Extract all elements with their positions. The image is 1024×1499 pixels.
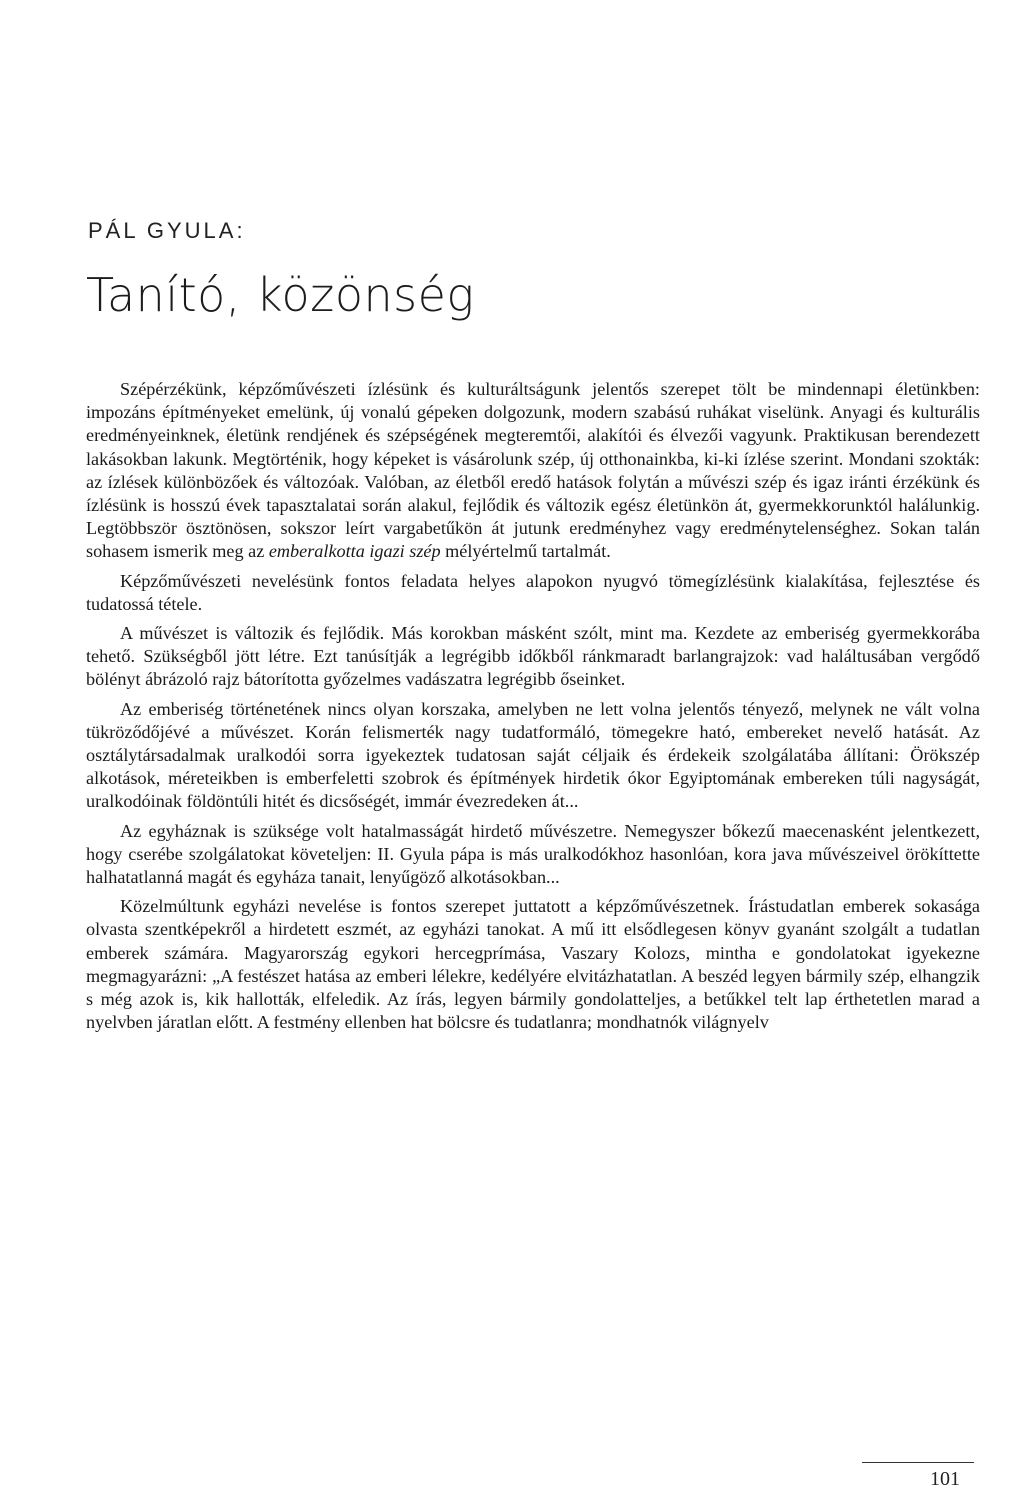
paragraph: A művészet is változik és fejlődik. Más korokban másként szólt, mint ma. Kezdete az emberiség gyermekkorába tehető. Szükségből jött létre. Ezt tanúsítják a legrégibb időkből ránkmaradt barlangrajzok: vad haláltusában vergődő bölényt ábrázoló rajz bátorította győzelmes vadászatra legrégibb őseinket. — [86, 623, 980, 690]
paragraph-text: mélyértelmű tartalmát. — [440, 541, 611, 562]
emphasized-phrase: emberalkotta igazi szép — [268, 541, 441, 562]
paragraph: Az emberiség történetének nincs olyan korszaka, amelyben ne lett volna jelentős tényező, melynek ne vált volna tükröződőjévé a művészet. Korán felismerték nagy tudatformáló, tömegekre ható, embereket nevelő hatását. Az osztálytársadalmak uralkodói sorra igyekeztek tudatosan saját céljaik és érdekeik szolgálatába állítani: Örökszép alkotások, méreteikben is emberfeletti szobrok és építmények hirdetik ókor Egyiptomának embereken túli nagyságát, uralkodóinak földöntúli hitét és dicsőségét, immár évezredeken át... — [86, 698, 980, 812]
paragraph: Képzőművészeti nevelésünk fontos feladata helyes alapokon nyugvó tömegízlésünk kialakítása, fejlesztése és tudatossá tétele. — [86, 570, 980, 614]
footer-rule — [862, 1462, 974, 1463]
article-body — [86, 378, 980, 1034]
paragraph — [86, 378, 980, 564]
page-number: 101 — [930, 1468, 960, 1490]
author-name: PÁL GYULA: — [88, 218, 246, 243]
paragraph-text: Szépérzékünk, képzőművészeti ízlésünk és kulturáltságunk jelentős szerepet tölt be mindennapi életünkben: impozáns építményeket emelünk, új vonalú gépeken dolgozunk, modern szabású ruhákat viselünk. Anyagi és kulturális eredményeinknek, életünk rendjének és szépségének megteremtői, alakítói és élvezői vagyunk. Praktikusan berendezett lakásokban lakunk. Megtörténik, hogy képeket is vásárolunk szép, új otthonainkba, ki-ki ízlése szerint. Mondani szokták: az ízlések különbözőek és változóak. Valóban, az életből eredő hatások folytán a művészi szép és igaz iránti érzékünk és ízlésünk is hosszú évek tapasztalatai során alakul, fejlődik és változik egész életünkön át, gyermekkorunktól halálunkig. Legtöbbször ösztönösen, sokszor leírt vargabetűkön át jutunk eredményhez vagy eredménytelenséghez. Sokan talán sohasem ismerik meg az — [86, 379, 980, 562]
article-title: Tanító, közönség — [86, 268, 475, 322]
paragraph: Közelmúltunk egyházi nevelése is fontos szerepet juttatott a képzőművészetnek. Írástudatlan emberek sokasága olvasta szentképekről a hirdetett eszmét, az egyházi tanokat. A mű itt elsődlegesen könyv gyanánt szolgált a tudatlan emberek számára. Magyarország egykori hercegprímása, Vaszary Kolozs, mintha e gondolatokat igyekezne megmagyarázni: „A festészet hatása az emberi lélekre, kedélyére elvitázhatatlan. A beszéd legyen bármily szép, elhangzik s még azok is, kik hallották, elfeledik. Az írás, legyen bármily gondolatteljes, a betűkkel telt lap érthetetlen marad a nyelvben járatlan előtt. A festmény ellenben hat bölcsre és tudatlanra; mondhatnók világnyelv — [86, 896, 980, 1033]
paragraph: Az egyháznak is szüksége volt hatalmasságát hirdető művészetre. Nemegyszer bőkezű maecenasként jelentkezett, hogy cserébe szolgálatokat követeljen: II. Gyula pápa is más uralkodókhoz hasonlóan, kora java művészeivel örökíttette halhatatlanná magát és egyháza tanait, lenyűgöző alkotásokban... — [86, 820, 980, 888]
